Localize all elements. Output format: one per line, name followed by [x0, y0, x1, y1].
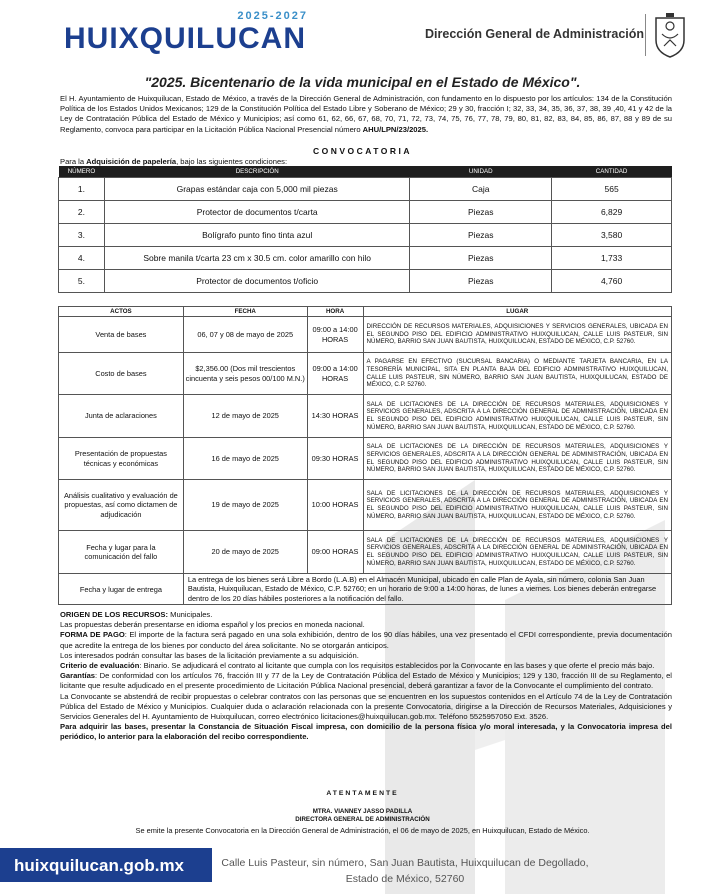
item-number: 3. — [59, 223, 105, 246]
delivery-text: La entrega de los bienes será Libre a Bordo (L.A.B) en el Almacén Municipal, ubicado en calle Plan de Ayala, sin número, colonia San Juan Bautista, Huixquilucan, Estado de México, C.P. 52760; en un horario de 9:00 a 14:00 horas, de lunes a viernes. Los bienes deberán entregarse dentro de los 20 días hábiles posteriores a la notificación del fallo. — [183, 574, 671, 605]
act-name: Fecha y lugar para la comunicación del fallo — [59, 531, 184, 574]
item-quantity: 1,733 — [552, 246, 672, 269]
logo-years: 2025-2027 — [237, 10, 308, 22]
signer-name: MTRA. VIANNEY JASSO PADILLA — [312, 808, 413, 815]
signature-block — [0, 808, 725, 823]
consulta-note: Los interesados podrán consultar las bases de la licitación previamente a su adquisición. — [60, 650, 359, 660]
act-time: 09:00 HORAS — [307, 531, 363, 574]
act-place: SALA DE LICITACIONES DE LA DIRECCIÓN DE RECURSOS MATERIALES, ADQUISICIONES Y SERVICIOS GENERALES, ADSCRITA A LA DIRECCIÓN GENERAL DE ADMINISTRACIÓN, UBICADA EN EL SEGUNDO PISO DEL EDIFICIO ADMINISTRATIVO HUIXQUILUCAN, CALLE LUIS PASTEUR, SIN NÚMERO, BARRIO SAN JUAN BAUTISTA, HUIXQUILUCAN, ESTADO DE MÉXICO, C.P. 52760. — [363, 480, 671, 531]
col-fecha: FECHA — [183, 307, 307, 317]
act-time: 14:30 HORAS — [307, 395, 363, 438]
slogan: "2025. Bicentenario de la vida municipal en el Estado de México". — [144, 74, 581, 90]
item-number: 4. — [59, 246, 105, 269]
table-row — [59, 317, 672, 353]
table-row — [59, 395, 672, 438]
act-place: SALA DE LICITACIONES DE LA DIRECCIÓN DE RECURSOS MATERIALES, ADQUISICIONES Y SERVICIOS GENERALES, ADSCRITA A LA DIRECCIÓN GENERAL DE ADMINISTRACIÓN, UBICADA EN EL SEGUNDO PISO DEL EDIFICIO ADMINISTRATIVO HUIXQUILUCAN, CALLE LUIS PASTEUR, SIN NÚMERO, BARRIO SAN JUAN BAUTISTA, HUIXQUILUCAN, ESTADO DE MÉXICO, C.P. 52760. — [363, 395, 671, 438]
item-unit: Piezas — [410, 200, 552, 223]
header-divider — [645, 14, 646, 56]
item-unit: Piezas — [410, 246, 552, 269]
table-row — [59, 438, 672, 480]
garantias-value: : De conformidad con los artículos 76, fracción III y 77 de la Ley de Contratación Pública del Estado de México y Municipios; 129 y 130, fracción III de su Reglamento, el licitante que resulte adjudicado en el presente procedimiento de Licitación Pública Nacional presencial, deberá garantizar a favor de la Convocante el cumplimiento del contrato. — [60, 671, 672, 691]
forma-pago — [60, 630, 672, 650]
col-actos: ACTOS — [59, 307, 184, 317]
act-date: 06, 07 y 08 de mayo de 2025 — [183, 317, 307, 353]
item-description: Grapas estándar caja con 5,000 mil piezas — [104, 177, 409, 200]
col-cantidad: CANTIDAD — [552, 166, 672, 177]
item-number: 2. — [59, 200, 105, 223]
table-row — [59, 200, 672, 223]
col-descripcion: DESCRIPCIÓN — [104, 166, 409, 177]
adquirir-note — [60, 722, 672, 742]
abstencion-note: La Convocante se abstendrá de recibir propuestas o celebrar contratos con las personas que se encuentren en los supuestos contenidos en el Artículo 74 de la Ley de Contratación Pública del Estado de México y Municipios. Cualquier duda o aclaración relacionada con la presente Convocatoria, dirigirse a la Dirección de Recursos Materiales, Adquisiciones y Servicios Generales del H. Ayuntamiento de Huixquilucan, correo electrónico licitaciones@huixquilucan.gob.mx. Teléfono 5525957050 Ext. 3526. — [60, 691, 672, 722]
atentamente: ATENTAMENTE — [326, 790, 399, 797]
item-number: 1. — [59, 177, 105, 200]
huixquilucan-logo — [64, 10, 314, 58]
table-row — [59, 480, 672, 531]
item-unit: Caja — [410, 177, 552, 200]
lead-text: Para la — [60, 157, 87, 166]
intro-paragraph — [60, 94, 672, 135]
table-row — [59, 223, 672, 246]
garantias — [60, 671, 672, 691]
delivery-act: Fecha y lugar de entrega — [59, 574, 184, 605]
table-row — [59, 531, 672, 574]
page-header — [0, 0, 725, 68]
acts-header-row — [59, 307, 672, 317]
item-description: Protector de documentos t/carta — [104, 200, 409, 223]
origen-recursos — [60, 610, 672, 620]
table-row — [59, 177, 672, 200]
col-unidad: UNIDAD — [410, 166, 552, 177]
act-time: 10:00 HORAS — [307, 480, 363, 531]
act-date: 19 de mayo de 2025 — [183, 480, 307, 531]
municipal-crest-icon — [652, 12, 688, 58]
item-quantity: 3,580 — [552, 223, 672, 246]
garantias-label: Garantías — [60, 671, 96, 681]
delivery-row — [59, 574, 672, 605]
origen-label: ORIGEN DE LOS RECURSOS: — [60, 610, 169, 619]
origen-value: Municipales. — [168, 610, 213, 619]
adquirir-text: Para adquirir las bases, presentar la Constancia de Situación Fiscal impresa, con domicilio de la persona física y/o moral interesada, y la Convocatoria impresa del periódico, lo anterior para la elaboración del recibo correspondiente. — [60, 722, 672, 742]
footer-url[interactable]: huixquilucan.gob.mx — [14, 856, 185, 875]
items-header-row — [59, 166, 672, 177]
table-row — [59, 353, 672, 395]
act-place: DIRECCIÓN DE RECURSOS MATERIALES, ADQUISICIONES Y SERVICIOS GENERALES, UBICADA EN EL SEGUNDO PISO DEL EDIFICIO ADMINISTRATIVO HUIXQUILUCAN, CALLE LUIS PASTEUR, SIN NÚMERO, BARRIO SAN JUAN BAUTISTA, HUIXQUILUCAN, ESTADO DE MÉXICO, C.P. 52760. — [363, 317, 671, 353]
act-name: Análisis cualitativo y evaluación de propuestas, así como dictamen de adjudicación — [59, 480, 184, 531]
lead-end: , bajo las siguientes condiciones: — [176, 157, 288, 166]
act-name: Presentación de propuestas técnicas y económicas — [59, 438, 184, 480]
item-number: 5. — [59, 269, 105, 292]
intro-text: El H. Ayuntamiento de Huixquilucan, Estado de México, a través de la Dirección General de Administración, con fundamento en lo dispuesto por los artículos: 134 de la Constitución Política de los Estados Unidos Mexicanos; 129 de la Constitución Política del Estado Libre y Soberano de México; 29 y 30, fracción I; 32, 33, 34, 35, 36, 37, 38, 39 ,40, 41 y 42 de la Ley de Contratación Pública del Estado de México y Municipios; así como 61, 62, 66, 67, 68, 70, 71, 72, 73, 74, 75, 76, 77, 78, 79, 80, 81, 82, 83, 84, 85, 86, 87, 88 y 89 de su Reglamento, convoca para participar en la Licitación Pública Nacional Presencial número — [60, 94, 672, 134]
logo-text: HUIXQUILUCAN — [64, 22, 306, 55]
col-hora: HORA — [307, 307, 363, 317]
item-description: Sobre manila t/carta 23 cm x 30.5 cm. color amarillo con hilo — [104, 246, 409, 269]
act-place: A PAGARSE EN EFECTIVO (SUCURSAL BANCARIA) O MEDIANTE TARJETA BANCARIA, EN LA TESORERÍA MUNICIPAL, SITA EN PLANTA BAJA DEL EDIFICIO ADMINISTRATIVO HUIXQUILUCAN, CALLE LUIS PASTEUR, SIN NÚMERO, BARRIO SAN JUAN BAUTISTA, HUIXQUILUCAN, ESTADO DE MÉXICO, C.P. 52760. — [363, 353, 671, 395]
act-name: Junta de aclaraciones — [59, 395, 184, 438]
item-unit: Piezas — [410, 269, 552, 292]
item-quantity: 565 — [552, 177, 672, 200]
tender-number: AHU/LPN/23/2025. — [362, 124, 429, 134]
act-place: SALA DE LICITACIONES DE LA DIRECCIÓN DE RECURSOS MATERIALES, ADQUISICIONES Y SERVICIOS GENERALES, ADSCRITA A LA DIRECCIÓN GENERAL DE ADMINISTRACIÓN, UBICADA EN EL SEGUNDO PISO DEL EDIFICIO ADMINISTRATIVO HUIXQUILUCAN, CALLE LUIS PASTEUR, SIN NÚMERO, BARRIO SAN JUAN BAUTISTA, HUIXQUILUCAN, ESTADO DE MÉXICO, C.P. 52760. — [363, 531, 671, 574]
footer-address-line-2: Estado de México, 52760 — [345, 873, 465, 885]
footer-address-line-1: Calle Luis Pasteur, sin número, San Juan Bautista, Huixquilucan de Degollado, — [221, 857, 589, 869]
pago-value: : El importe de la factura será pagado en una sola exhibición, dentro de los 90 días hábiles, una vez presentado el CFDI correspondiente, previa documentación que acredite la entrega de los bienes por conducto del área solicitante. No se otorgarán anticipos. — [60, 630, 672, 650]
act-name: Venta de bases — [59, 317, 184, 353]
item-unit: Piezas — [410, 223, 552, 246]
table-row — [59, 269, 672, 292]
convocatoria-lead — [60, 157, 287, 166]
item-quantity: 4,760 — [552, 269, 672, 292]
signer-role: DIRECTORA GENERAL DE ADMINISTRACIÓN — [295, 815, 430, 823]
act-date: 20 de mayo de 2025 — [183, 531, 307, 574]
act-time: 09:00 a 14:00 HORAS — [307, 353, 363, 395]
table-row — [59, 246, 672, 269]
criterio-evaluacion — [60, 661, 672, 671]
department-title: Dirección General de Administración — [425, 27, 645, 41]
terms-section — [60, 610, 672, 743]
col-numero: NÚMERO — [59, 166, 105, 177]
col-lugar: LUGAR — [363, 307, 671, 317]
act-name: Costo de bases — [59, 353, 184, 395]
item-description: Bolígrafo punto fino tinta azul — [104, 223, 409, 246]
act-date: $2,356.00 (Dos mil trescientos cincuenta y seis pesos 00/100 M.N.) — [183, 353, 307, 395]
act-date: 16 de mayo de 2025 — [183, 438, 307, 480]
idioma-note: Las propuestas deberán presentarse en idioma español y los precios en moneda nacional. — [60, 620, 365, 630]
acts-table — [58, 306, 672, 605]
pago-label: FORMA DE PAGO — [60, 630, 125, 640]
act-date: 12 de mayo de 2025 — [183, 395, 307, 438]
act-time: 09:00 a 14:00 HORAS — [307, 317, 363, 353]
item-quantity: 6,829 — [552, 200, 672, 223]
items-table — [58, 166, 672, 293]
criterio-value: : Binario. Se adjudicará el contrato al licitante que cumpla con los requisitos establecidos por la Convocante en las bases y que oferte el precio más bajo. — [139, 661, 655, 671]
convocatoria-title: CONVOCATORIA — [312, 146, 413, 156]
act-time: 09:30 HORAS — [307, 438, 363, 480]
criterio-label: Criterio de evaluación — [60, 661, 140, 671]
lead-subject: Adquisición de papelería — [86, 157, 177, 166]
footer-address — [215, 855, 595, 887]
expedition-note: Se emite la presente Convocatoria en la Dirección General de Administración, el 06 de mayo de 2025, en Huixquilucan, Estado de México. — [135, 826, 590, 835]
act-place: SALA DE LICITACIONES DE LA DIRECCIÓN DE RECURSOS MATERIALES, ADQUISICIONES Y SERVICIOS GENERALES, ADSCRITA A LA DIRECCIÓN GENERAL DE ADMINISTRACIÓN, UBICADA EN EL SEGUNDO PISO DEL EDIFICIO ADMINISTRATIVO HUIXQUILUCAN, CALLE LUIS PASTEUR, SIN NÚMERO, BARRIO SAN JUAN BAUTISTA, HUIXQUILUCAN, ESTADO DE MÉXICO, C.P. 52760. — [363, 438, 671, 480]
item-description: Protector de documentos t/oficio — [104, 269, 409, 292]
